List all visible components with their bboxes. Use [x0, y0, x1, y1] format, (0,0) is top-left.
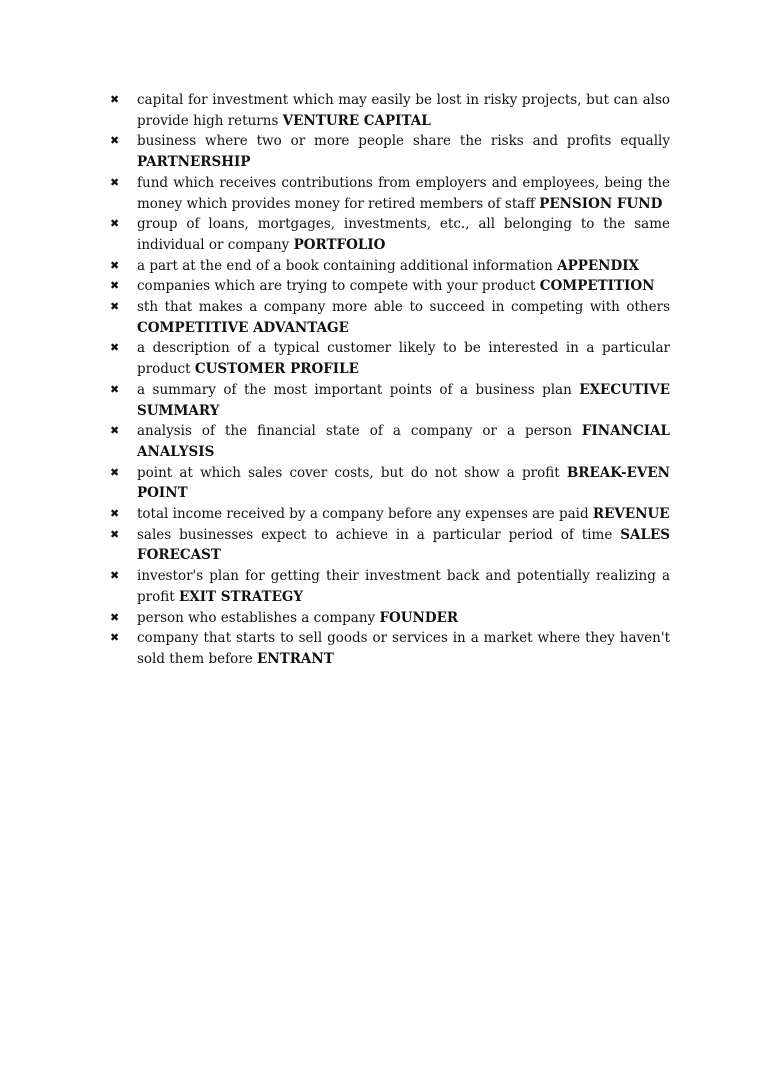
- item-definition: total income received by a company before any expenses are paid: [137, 506, 589, 523]
- cross-bullet-icon: ✖: [110, 569, 120, 583]
- list-item: [110, 608, 670, 629]
- cross-bullet-icon: ✖: [110, 93, 120, 106]
- item-definition: person who establishes a company: [137, 609, 376, 626]
- cross-bullet-icon: ✖: [110, 465, 120, 479]
- cross-bullet-icon: ✖: [110, 341, 120, 355]
- item-definition: group of loans, mortgages, investments, etc., all belonging to the same individual or company: [137, 216, 670, 253]
- list-item: [110, 297, 670, 338]
- list-item: [110, 380, 670, 421]
- cross-bullet-icon: ✖: [110, 300, 120, 314]
- cross-bullet-icon: ✖: [110, 610, 120, 624]
- item-term: FINANCIAL ANALYSIS: [137, 423, 670, 460]
- item-term: CUSTOMER PROFILE: [194, 361, 359, 378]
- item-term: VENTURE CAPITAL: [282, 112, 431, 129]
- list-item: [110, 463, 670, 504]
- item-definition: companies which are trying to compete with your product: [137, 278, 536, 295]
- item-term: PORTFOLIO: [293, 236, 386, 253]
- list-item: [110, 566, 670, 607]
- list-item: [110, 525, 670, 566]
- list-item: [110, 90, 670, 131]
- item-definition: point at which sales cover costs, but do not show a profit: [137, 464, 560, 481]
- item-term: COMPETITION: [539, 278, 655, 295]
- list-item: [110, 131, 670, 172]
- glossary-list: [110, 90, 670, 670]
- item-definition: a summary of the most important points of a business plan: [137, 381, 572, 398]
- list-item: [110, 338, 670, 379]
- cross-bullet-icon: ✖: [110, 134, 120, 148]
- item-term: ENTRANT: [257, 650, 334, 667]
- item-term: PENSION FUND: [539, 195, 663, 212]
- item-definition: analysis of the financial state of a company or a person: [137, 423, 572, 440]
- cross-bullet-icon: ✖: [110, 424, 120, 438]
- item-term: BREAK-EVEN POINT: [137, 464, 670, 502]
- item-definition: a description of a typical customer likely to be interested in a particular product: [137, 340, 670, 378]
- item-definition: sth that makes a company more able to succeed in competing with others: [137, 299, 670, 316]
- item-term: FOUNDER: [379, 609, 459, 626]
- cross-bullet-icon: ✖: [110, 279, 120, 293]
- cross-bullet-icon: ✖: [110, 217, 120, 231]
- cross-bullet-icon: ✖: [110, 631, 120, 645]
- item-term: REVENUE: [592, 506, 670, 523]
- list-item: [110, 276, 670, 297]
- item-term: SALES FORECAST: [137, 526, 670, 564]
- list-item: [110, 421, 670, 462]
- list-item: [110, 504, 670, 525]
- list-item: [110, 173, 670, 214]
- item-term: COMPETITIVE ADVANTAGE: [137, 319, 349, 336]
- cross-bullet-icon: ✖: [110, 382, 120, 396]
- item-definition: business where two or more people share the risks and profits equally: [137, 133, 670, 150]
- item-definition: a part at the end of a book containing additional information: [137, 257, 553, 274]
- item-definition: sales businesses expect to achieve in a particular period of time: [137, 526, 613, 543]
- item-term: EXIT STRATEGY: [178, 588, 304, 605]
- list-item: [110, 628, 670, 669]
- cross-bullet-icon: ✖: [110, 175, 120, 189]
- item-term: EXECUTIVE SUMMARY: [137, 381, 670, 419]
- list-item: [110, 214, 670, 255]
- list-item: [110, 256, 670, 277]
- item-definition: investor's plan for getting their investment back and potentially realizing a profit: [137, 568, 670, 605]
- item-term: APPENDIX: [557, 257, 640, 274]
- cross-bullet-icon: ✖: [110, 258, 120, 272]
- item-definition: company that starts to sell goods or services in a market where they haven't sold them before: [137, 630, 670, 667]
- item-term: PARTNERSHIP: [137, 154, 251, 171]
- item-definition: capital for investment which may easily be lost in risky projects, but can also provide high returns: [137, 92, 670, 129]
- cross-bullet-icon: ✖: [110, 527, 120, 541]
- item-definition: fund which receives contributions from employers and employees, being the money which provides money for retired members of staff: [137, 174, 670, 212]
- cross-bullet-icon: ✖: [110, 507, 120, 521]
